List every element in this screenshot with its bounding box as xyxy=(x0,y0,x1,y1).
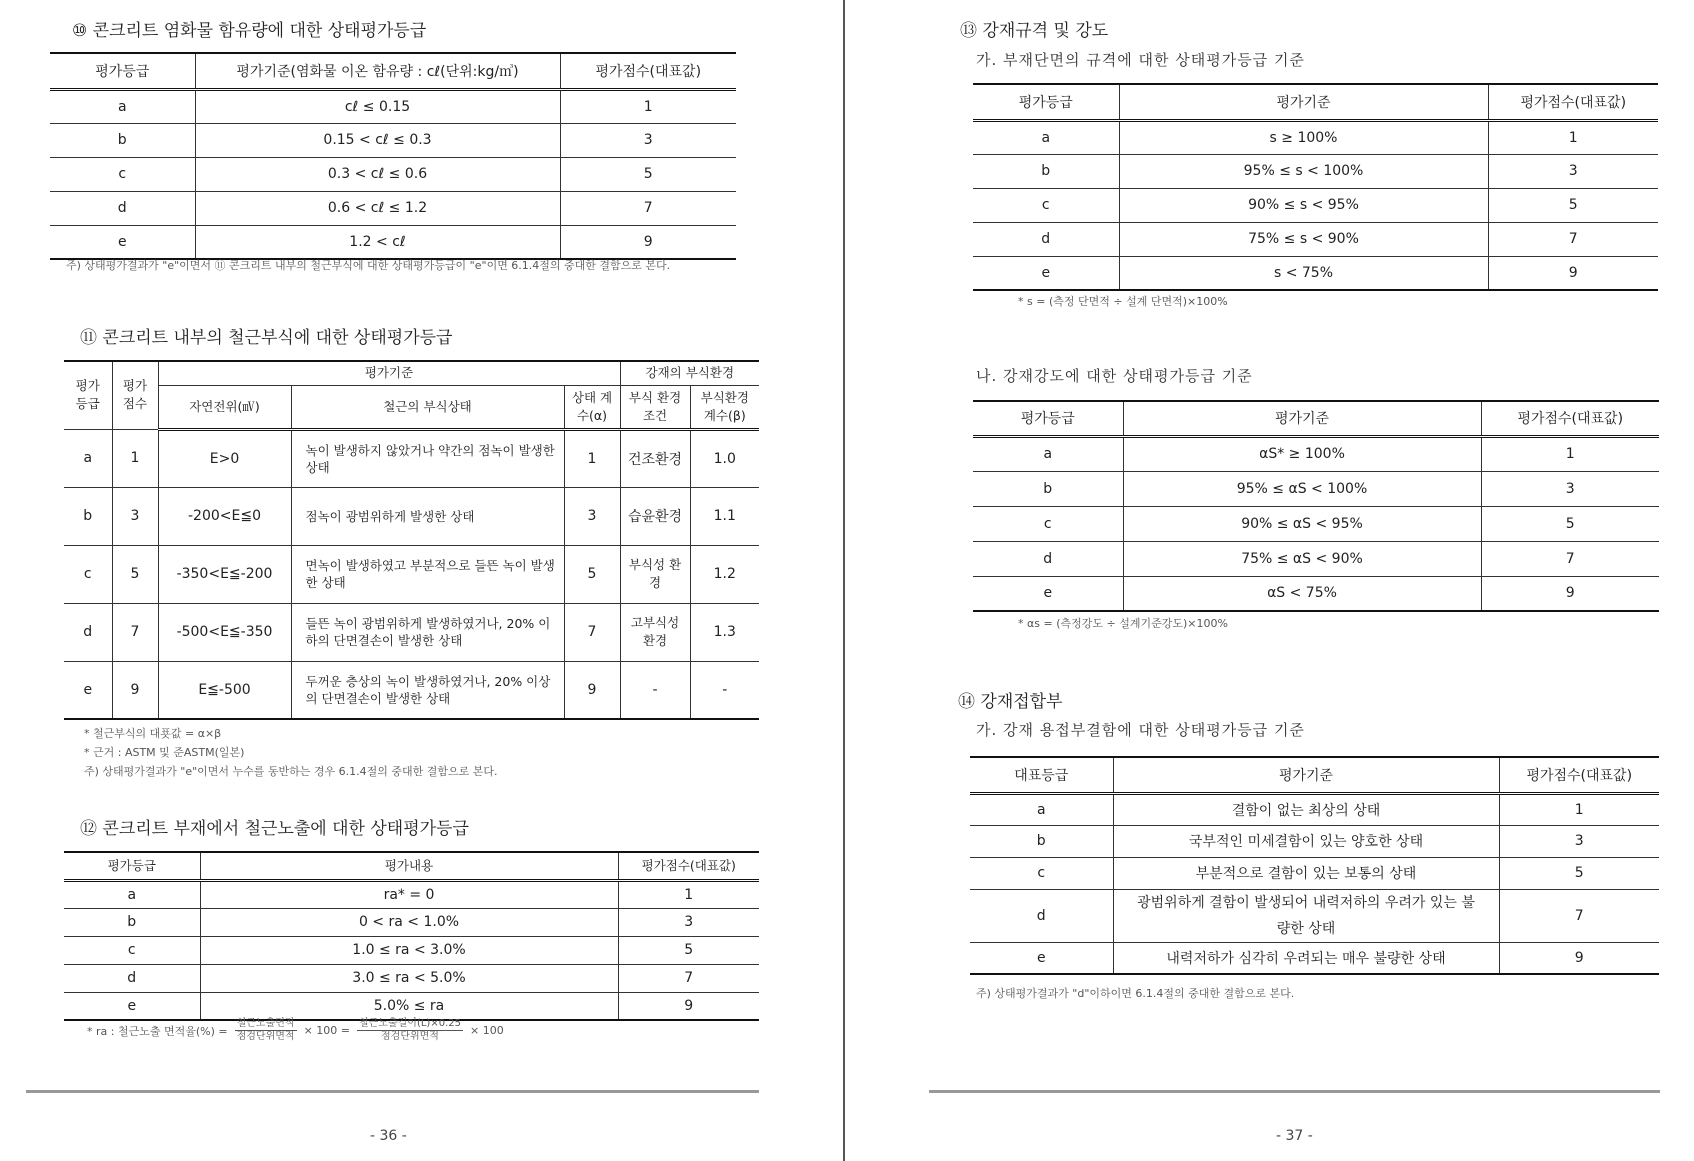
header-grade: 평가등급 xyxy=(973,84,1119,120)
cell-content: 3.0 ≤ ra < 5.0% xyxy=(200,964,618,992)
cell-content: 5.0% ≤ ra xyxy=(200,992,618,1020)
cell-grade: e xyxy=(64,992,200,1020)
cell-env-cond: 부식성 환경 xyxy=(620,545,690,603)
cell-grade: b xyxy=(64,487,112,545)
table-row xyxy=(50,89,736,123)
cell-grade: d xyxy=(64,964,200,992)
cell-criteria: 결함이 없는 최상의 상태 xyxy=(1113,793,1499,825)
cell-beta: - xyxy=(690,661,759,719)
cell-score: 5 xyxy=(560,157,736,191)
cell-alpha: 1 xyxy=(564,429,620,487)
header-score: 평가점수(대표값) xyxy=(560,53,736,89)
cell-score: 5 xyxy=(1499,857,1659,889)
cell-grade: d xyxy=(973,222,1119,256)
header-alpha: 상태 계수(α) xyxy=(564,385,620,429)
cell-score: 3 xyxy=(1481,471,1659,506)
weld-defect-table xyxy=(970,756,1659,975)
cell-grade: a xyxy=(50,89,195,123)
table-row xyxy=(64,545,759,603)
table-row xyxy=(973,471,1659,506)
formula-den-1: 점검단위면적 xyxy=(236,1031,295,1042)
cell-beta: 1.1 xyxy=(690,487,759,545)
cell-score: 9 xyxy=(560,225,736,259)
cell-grade: c xyxy=(50,157,195,191)
cell-alpha: 9 xyxy=(564,661,620,719)
header-criteria: 평가기준(염화물 이온 함유량 : cℓ(단위:kg/㎥) xyxy=(195,53,560,89)
formula-fraction-2 xyxy=(357,1018,463,1043)
formula-num-1: 철근노출면적 xyxy=(236,1018,295,1029)
cell-alpha: 5 xyxy=(564,545,620,603)
cell-score: 1 xyxy=(1488,120,1658,154)
formula-den-2: 점검단위면적 xyxy=(381,1031,439,1042)
cell-score: 3 xyxy=(1499,825,1659,857)
table-row xyxy=(64,880,759,908)
section-12-title: ⑫ 콘크리트 부재에서 철근노출에 대한 상태평가등급 xyxy=(80,819,469,839)
table-row xyxy=(50,225,736,259)
header-grade: 평가 등급 xyxy=(64,361,112,429)
header-score: 평가점수(대표값) xyxy=(1488,84,1658,120)
cell-criteria: s ≥ 100% xyxy=(1119,120,1488,154)
cell-potential: -500<E≦-350 xyxy=(158,603,291,661)
header-criteria: 평가기준 xyxy=(158,361,620,385)
cell-score: 1 xyxy=(112,429,158,487)
cell-score: 7 xyxy=(1499,889,1659,942)
cell-score: 5 xyxy=(112,545,158,603)
table-row xyxy=(64,964,759,992)
cell-criteria: αS* ≥ 100% xyxy=(1123,436,1481,471)
cell-criteria: 90% ≤ s < 95% xyxy=(1119,188,1488,222)
table-row xyxy=(970,889,1659,942)
header-env-cond: 부식 환경조건 xyxy=(620,385,690,429)
cell-score: 3 xyxy=(1488,154,1658,188)
header-grade: 대표등급 xyxy=(970,757,1113,793)
section-14-note: 주) 상태평가결과가 "d"이하이면 6.1.4절의 중대한 결함으로 본다. xyxy=(976,987,1295,1000)
cell-beta: 1.2 xyxy=(690,545,759,603)
page-number: - 36 - xyxy=(370,1128,407,1144)
cell-grade: c xyxy=(64,545,112,603)
header-grade: 평가등급 xyxy=(973,401,1123,436)
cell-score: 5 xyxy=(618,936,759,964)
cell-criteria: 95% ≤ αS < 100% xyxy=(1123,471,1481,506)
cell-alpha: 7 xyxy=(564,603,620,661)
cell-potential: -350<E≦-200 xyxy=(158,545,291,603)
cell-score: 9 xyxy=(112,661,158,719)
cell-potential: -200<E≦0 xyxy=(158,487,291,545)
section-11-title: ⑪ 콘크리트 내부의 철근부식에 대한 상태평가등급 xyxy=(80,328,453,348)
cell-potential: E>0 xyxy=(158,429,291,487)
section-11-note-3: 주) 상태평가결과가 "e"이면서 누수를 동반하는 경우 6.1.4절의 중대한 결함으로 본다. xyxy=(84,765,498,778)
cell-score: 1 xyxy=(1499,793,1659,825)
formula-num-2: 철근노출길이(L)×0.25 xyxy=(359,1018,461,1029)
cell-grade: d xyxy=(50,191,195,225)
cell-grade: e xyxy=(64,661,112,719)
cell-beta: 1.0 xyxy=(690,429,759,487)
table-row xyxy=(50,123,736,157)
cell-grade: e xyxy=(970,942,1113,974)
section-10-title: ⑩ 콘크리트 염화물 함유량에 대한 상태평가등급 xyxy=(72,21,427,41)
section-13-title: ⑬ 강재규격 및 강도 xyxy=(960,21,1109,41)
rebar-exposure-table xyxy=(64,851,759,1021)
header-score: 평가점수(대표값) xyxy=(618,852,759,880)
chloride-table xyxy=(50,52,736,260)
cell-criteria: 95% ≤ s < 100% xyxy=(1119,154,1488,188)
table-row xyxy=(973,120,1658,154)
cell-criteria: 부분적으로 결함이 있는 보통의 상태 xyxy=(1113,857,1499,889)
table-row xyxy=(64,908,759,936)
cell-alpha: 3 xyxy=(564,487,620,545)
table-row xyxy=(64,936,759,964)
cell-score: 7 xyxy=(560,191,736,225)
section-14-title: ⑭ 강재접합부 xyxy=(958,692,1063,712)
header-score: 평가점수(대표값) xyxy=(1481,401,1659,436)
page-number: - 37 - xyxy=(1276,1128,1313,1144)
table-row xyxy=(973,154,1658,188)
cell-score: 1 xyxy=(1481,436,1659,471)
cell-grade: a xyxy=(973,120,1119,154)
cell-criteria: 0.3 < cℓ ≤ 0.6 xyxy=(195,157,560,191)
table-row xyxy=(973,188,1658,222)
cell-grade: b xyxy=(64,908,200,936)
rebar-corrosion-table xyxy=(64,360,759,720)
cell-content: 0 < ra < 1.0% xyxy=(200,908,618,936)
formula-suffix: × 100 xyxy=(469,1024,504,1037)
cell-criteria: cℓ ≤ 0.15 xyxy=(195,89,560,123)
table-row xyxy=(970,793,1659,825)
cell-grade: b xyxy=(50,123,195,157)
header-potential: 자연전위(㎷) xyxy=(158,385,291,429)
header-criteria: 평가기준 xyxy=(1123,401,1481,436)
table-row xyxy=(64,603,759,661)
table-row xyxy=(64,992,759,1020)
steel-strength-table xyxy=(973,400,1659,612)
cell-score: 3 xyxy=(560,123,736,157)
section-size-table xyxy=(973,83,1658,291)
section-13a-note: * s = (측정 단면적 ÷ 설계 단면적)×100% xyxy=(1018,295,1228,308)
table-row xyxy=(973,576,1659,611)
table-row xyxy=(970,825,1659,857)
cell-grade: c xyxy=(64,936,200,964)
cell-grade: a xyxy=(973,436,1123,471)
cell-criteria: 국부적인 미세결함이 있는 양호한 상태 xyxy=(1113,825,1499,857)
cell-grade: b xyxy=(973,471,1123,506)
formula-fraction-1 xyxy=(235,1018,297,1043)
cell-grade: a xyxy=(64,880,200,908)
cell-grade: a xyxy=(64,429,112,487)
formula-prefix: * ra : 철근노출 면적율(%) = xyxy=(87,1024,228,1038)
header-content: 평가내용 xyxy=(200,852,618,880)
cell-score: 9 xyxy=(1481,576,1659,611)
cell-env-cond: 건조환경 xyxy=(620,429,690,487)
cell-criteria: 내력저하가 심각히 우려되는 매우 불량한 상태 xyxy=(1113,942,1499,974)
header-grade: 평가등급 xyxy=(50,53,195,89)
cell-state: 면녹이 발생하였고 부분적으로 들뜬 녹이 발생한 상태 xyxy=(291,545,564,603)
cell-score: 9 xyxy=(1499,942,1659,974)
cell-state: 녹이 발생하지 않았거나 약간의 점녹이 발생한 상태 xyxy=(291,429,564,487)
header-grade: 평가등급 xyxy=(64,852,200,880)
header-criteria: 평가기준 xyxy=(1113,757,1499,793)
section-11-note-1: * 철근부식의 대푯값 = α×β xyxy=(84,727,222,740)
cell-criteria: 75% ≤ αS < 90% xyxy=(1123,541,1481,576)
table-row xyxy=(973,222,1658,256)
cell-score: 7 xyxy=(618,964,759,992)
cell-score: 3 xyxy=(112,487,158,545)
cell-score: 9 xyxy=(618,992,759,1020)
cell-state: 두꺼운 층상의 녹이 발생하였거나, 20% 이상의 단면결손이 발생한 상태 xyxy=(291,661,564,719)
page-left xyxy=(0,0,843,1161)
cell-grade: e xyxy=(973,576,1123,611)
cell-criteria: 광범위하게 결함이 발생되어 내력저하의 우려가 있는 불량한 상태 xyxy=(1113,889,1499,942)
header-steel-env: 강재의 부식환경 xyxy=(620,361,759,385)
section-13b-note: * αs = (측정강도 ÷ 설계기준강도)×100% xyxy=(1018,617,1228,630)
cell-state: 점녹이 광범위하게 발생한 상태 xyxy=(291,487,564,545)
cell-score: 7 xyxy=(1488,222,1658,256)
cell-grade: e xyxy=(50,225,195,259)
cell-score: 1 xyxy=(618,880,759,908)
section-14a-title: 가. 강재 용접부결함에 대한 상태평가등급 기준 xyxy=(976,721,1305,739)
cell-content: ra* = 0 xyxy=(200,880,618,908)
section-11-note-2: * 근거 : ASTM 및 준ASTM(일본) xyxy=(84,746,245,759)
header-score: 평가 점수 xyxy=(112,361,158,429)
footer-rule xyxy=(929,1090,1660,1093)
exposure-formula xyxy=(84,1018,507,1043)
cell-score: 7 xyxy=(112,603,158,661)
table-row xyxy=(64,661,759,719)
cell-criteria: 0.6 < cℓ ≤ 1.2 xyxy=(195,191,560,225)
formula-mid: × 100 = xyxy=(303,1024,350,1037)
table-row xyxy=(973,541,1659,576)
cell-score: 5 xyxy=(1481,506,1659,541)
table-row xyxy=(50,157,736,191)
section-13b-title: 나. 강재강도에 대한 상태평가등급 기준 xyxy=(976,367,1253,385)
cell-grade: d xyxy=(973,541,1123,576)
page-right xyxy=(846,0,1694,1161)
cell-score: 7 xyxy=(1481,541,1659,576)
cell-env-cond: - xyxy=(620,661,690,719)
cell-grade: b xyxy=(970,825,1113,857)
cell-criteria: 75% ≤ s < 90% xyxy=(1119,222,1488,256)
table-row xyxy=(973,436,1659,471)
cell-criteria: s < 75% xyxy=(1119,256,1488,290)
footer-rule xyxy=(26,1090,759,1093)
cell-criteria: 1.2 < cℓ xyxy=(195,225,560,259)
cell-criteria: 90% ≤ αS < 95% xyxy=(1123,506,1481,541)
header-score: 평가점수(대표값) xyxy=(1499,757,1659,793)
cell-criteria: 0.15 < cℓ ≤ 0.3 xyxy=(195,123,560,157)
cell-state: 들뜬 녹이 광범위하게 발생하였거나, 20% 이하의 단면결손이 발생한 상태 xyxy=(291,603,564,661)
table-row xyxy=(64,487,759,545)
cell-grade: c xyxy=(973,188,1119,222)
section-13a-title: 가. 부재단면의 규격에 대한 상태평가등급 기준 xyxy=(976,51,1305,69)
cell-score: 9 xyxy=(1488,256,1658,290)
table-row xyxy=(973,256,1658,290)
table-row xyxy=(64,429,759,487)
cell-content: 1.0 ≤ ra < 3.0% xyxy=(200,936,618,964)
cell-grade: e xyxy=(973,256,1119,290)
page-divider xyxy=(843,0,845,1161)
cell-score: 1 xyxy=(560,89,736,123)
header-criteria: 평가기준 xyxy=(1119,84,1488,120)
cell-score: 3 xyxy=(618,908,759,936)
section-10-note: 주) 상태평가결과가 "e"이면서 ⑪ 콘크리트 내부의 철근부식에 대한 상태평가등급이 "e"이면 6.1.4절의 중대한 결함으로 본다. xyxy=(66,259,671,272)
cell-criteria: αS < 75% xyxy=(1123,576,1481,611)
header-beta: 부식환경 계수(β) xyxy=(690,385,759,429)
cell-beta: 1.3 xyxy=(690,603,759,661)
table-row xyxy=(50,191,736,225)
cell-env-cond: 고부식성 환경 xyxy=(620,603,690,661)
cell-grade: c xyxy=(970,857,1113,889)
cell-env-cond: 습윤환경 xyxy=(620,487,690,545)
cell-grade: d xyxy=(970,889,1113,942)
table-row xyxy=(970,942,1659,974)
cell-score: 5 xyxy=(1488,188,1658,222)
cell-grade: b xyxy=(973,154,1119,188)
table-row xyxy=(970,857,1659,889)
header-state: 철근의 부식상태 xyxy=(291,385,564,429)
cell-grade: d xyxy=(64,603,112,661)
table-row xyxy=(973,506,1659,541)
cell-grade: c xyxy=(973,506,1123,541)
cell-potential: E≦-500 xyxy=(158,661,291,719)
cell-grade: a xyxy=(970,793,1113,825)
